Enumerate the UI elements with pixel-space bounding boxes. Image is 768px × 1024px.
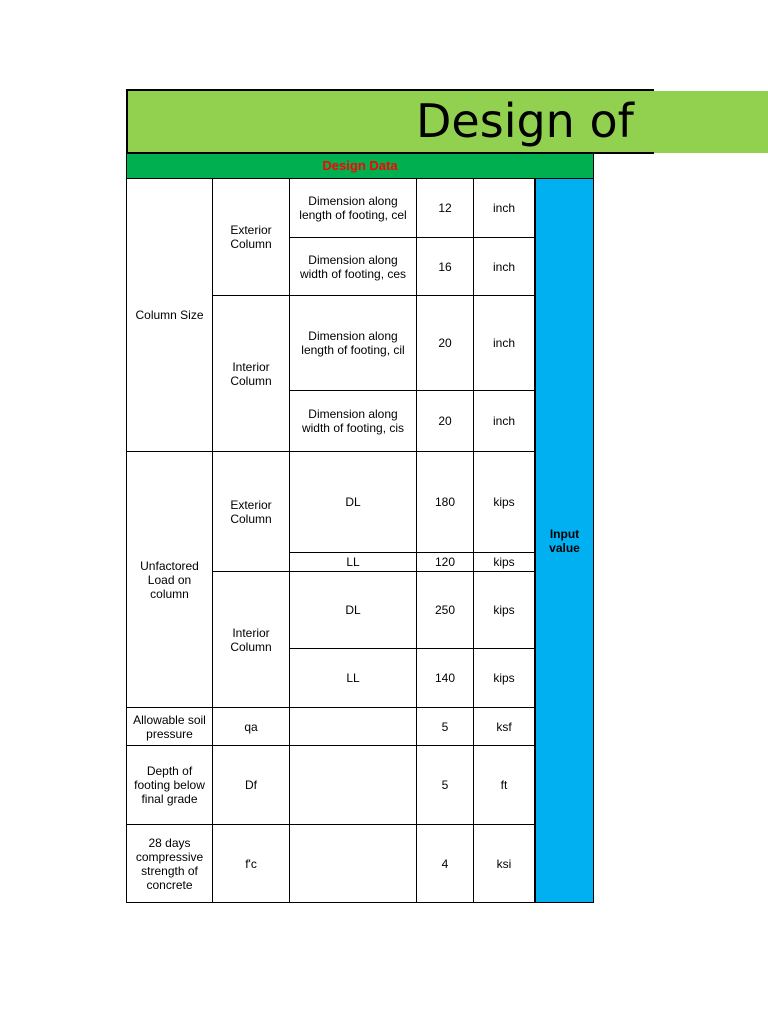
- title-bar: [126, 89, 768, 153]
- value-cell[interactable]: 5: [416, 707, 474, 746]
- unit-cell[interactable]: kips: [473, 451, 535, 553]
- column-size-cell[interactable]: Column Size: [126, 178, 213, 452]
- unit-cell[interactable]: kips: [473, 552, 535, 572]
- design-data-table: [126, 153, 594, 903]
- param-cell[interactable]: [289, 745, 417, 825]
- concrete-strength-cell[interactable]: 28 days compressive strength of concrete: [126, 824, 213, 903]
- sheet-title: Design of: [416, 94, 634, 148]
- unit-cell[interactable]: inch: [473, 390, 535, 452]
- unit-cell[interactable]: ksi: [473, 824, 535, 903]
- unit-cell[interactable]: inch: [473, 178, 535, 238]
- value-cell[interactable]: 120: [416, 552, 474, 572]
- value-cell[interactable]: 250: [416, 571, 474, 649]
- exterior-column-size-cell[interactable]: Exterior Column: [212, 178, 290, 296]
- design-data-header[interactable]: Design Data: [126, 153, 594, 179]
- param-cell[interactable]: Dimension along width of footing, cis: [289, 390, 417, 452]
- unit-cell[interactable]: inch: [473, 295, 535, 391]
- unit-cell[interactable]: ft: [473, 745, 535, 825]
- param-cell[interactable]: Dimension along length of footing, cel: [289, 178, 417, 238]
- symbol-qa-cell[interactable]: qa: [212, 707, 290, 746]
- value-cell[interactable]: 20: [416, 390, 474, 452]
- symbol-df-cell[interactable]: Df: [212, 745, 290, 825]
- param-cell[interactable]: LL: [289, 552, 417, 572]
- depth-of-footing-cell[interactable]: Depth of footing below final grade: [126, 745, 213, 825]
- value-cell[interactable]: 16: [416, 237, 474, 296]
- value-cell[interactable]: 12: [416, 178, 474, 238]
- param-cell[interactable]: [289, 824, 417, 903]
- value-cell[interactable]: 140: [416, 648, 474, 708]
- param-cell[interactable]: LL: [289, 648, 417, 708]
- symbol-fc-cell[interactable]: f'c: [212, 824, 290, 903]
- value-cell[interactable]: 20: [416, 295, 474, 391]
- allowable-soil-pressure-cell[interactable]: Allowable soil pressure: [126, 707, 213, 746]
- value-cell[interactable]: 5: [416, 745, 474, 825]
- param-cell[interactable]: DL: [289, 451, 417, 553]
- value-cell[interactable]: 4: [416, 824, 474, 903]
- unit-cell[interactable]: inch: [473, 237, 535, 296]
- value-cell[interactable]: 180: [416, 451, 474, 553]
- param-cell[interactable]: Dimension along width of footing, ces: [289, 237, 417, 296]
- input-value-column[interactable]: Input value: [534, 178, 594, 903]
- unit-cell[interactable]: ksf: [473, 707, 535, 746]
- unit-cell[interactable]: kips: [473, 648, 535, 708]
- interior-column-load-cell[interactable]: Interior Column: [212, 571, 290, 708]
- unit-cell[interactable]: kips: [473, 571, 535, 649]
- param-cell[interactable]: [289, 707, 417, 746]
- unfactored-load-cell[interactable]: Unfactored Load on column: [126, 451, 213, 708]
- param-cell[interactable]: DL: [289, 571, 417, 649]
- exterior-column-load-cell[interactable]: Exterior Column: [212, 451, 290, 572]
- param-cell[interactable]: Dimension along length of footing, cil: [289, 295, 417, 391]
- interior-column-size-cell[interactable]: Interior Column: [212, 295, 290, 452]
